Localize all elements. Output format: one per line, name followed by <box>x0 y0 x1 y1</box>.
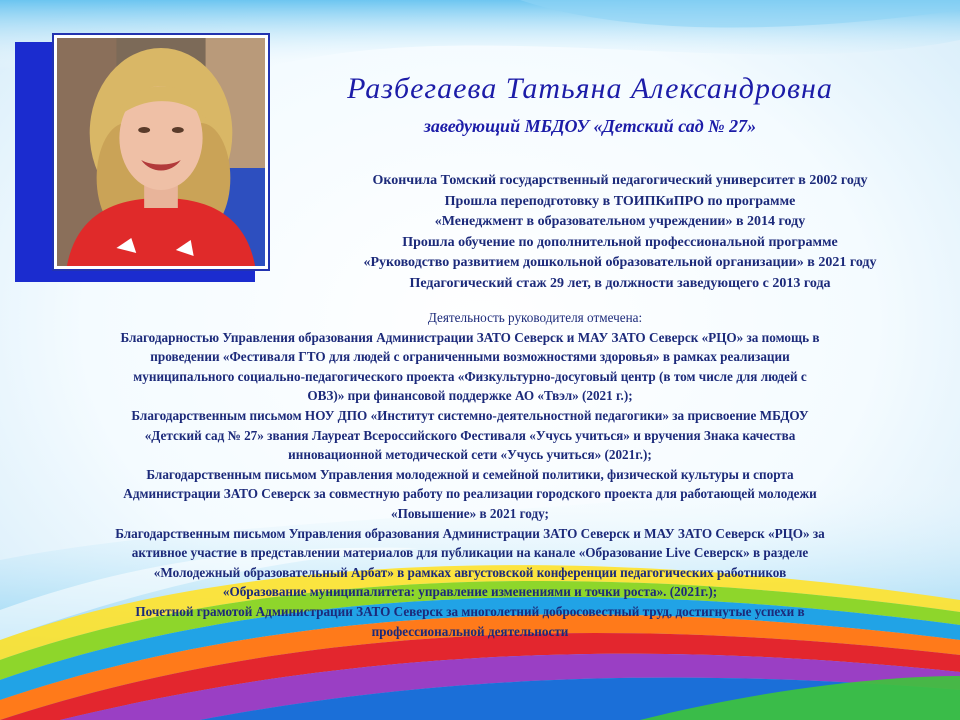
education-line: Прошла переподготовку в ТОИПКиПРО по программе <box>444 193 796 209</box>
education-line: Окончила Томский государственный педагогический университет в 2002 году <box>372 173 868 188</box>
portrait-photo <box>57 38 265 266</box>
activity-line: активное участие в представлении материалов для публикации на канале «Образование Live Северск» в разделе <box>131 545 809 561</box>
person-role: заведующий МБДОУ «Детский сад № 27» <box>423 116 757 136</box>
activity-line: «Образование муниципалитета: управление изменениями и точки роста». (2021г.); <box>222 584 718 600</box>
activity-line: ОВЗ)» при финансовой поддержке АО «Твэл» (2021 г.); <box>307 388 633 404</box>
activity-line: «Детский сад № 27» звания Лауреат Всероссийского Фестиваля «Учусь учиться» и вручения Знака качества <box>144 427 796 443</box>
activity-line: профессиональной деятельности <box>371 623 569 639</box>
activity-line: муниципального социально-педагогического проекта «Физкультурно-досуговый центр (в том числе для людей с <box>133 368 807 384</box>
activity-line: «Повышение» в 2021 году; <box>391 505 549 521</box>
activity-line: Благодарственным письмом Управления образования Администрации ЗАТО Северск и МАУ ЗАТО Северск «РЦО» за <box>115 525 825 541</box>
activity-title: Деятельность руководителя отмечена: <box>427 310 643 325</box>
activity-line: инновационной методической сети «Учусь учиться» (2021г.); <box>288 447 652 463</box>
activity-line: проведении «Фестиваля ГТО для людей с ограниченными возможностями здоровья» в рамках реализации <box>150 349 790 365</box>
activity-line: «Молодежный образовательный Арбат» в рамках августовской конференции педагогических работников <box>153 564 787 580</box>
activity-line: Благодарственным письмом Управления молодежной и семейной политики, физической культуры и спорта <box>146 466 794 482</box>
portrait-frame <box>52 33 270 271</box>
activity-line: Благодарственным письмом НОУ ДПО «Институт системно-деятельностной педагогики» за присвоение МБДОУ <box>131 407 809 423</box>
person-name: Разбегаева Татьяна Александровна <box>347 72 833 105</box>
activity-line: Администрации ЗАТО Северск за совместную работу по реализации городского проекта для работающей молодежи <box>123 486 817 502</box>
activity-line: Благодарностью Управления образования Администрации ЗАТО Северск и МАУ ЗАТО Северск «РЦО» за помощь в <box>120 329 820 345</box>
activity-block <box>20 308 920 641</box>
education-line: «Менеджмент в образовательном учреждении» в 2014 году <box>434 214 806 229</box>
education-line: Педагогический стаж 29 лет, в должности заведующего с 2013 года <box>409 275 831 291</box>
education-block <box>280 171 960 294</box>
education-line: Прошла обучение по дополнительной профессиональной программе <box>402 234 838 250</box>
activity-line: Почетной грамотой Администрации ЗАТО Северск за многолетний добросовестный труд, достигнутые успехи в <box>135 603 805 619</box>
education-line: «Руководство развитием дошкольной образовательной организации» в 2021 году <box>363 255 877 270</box>
